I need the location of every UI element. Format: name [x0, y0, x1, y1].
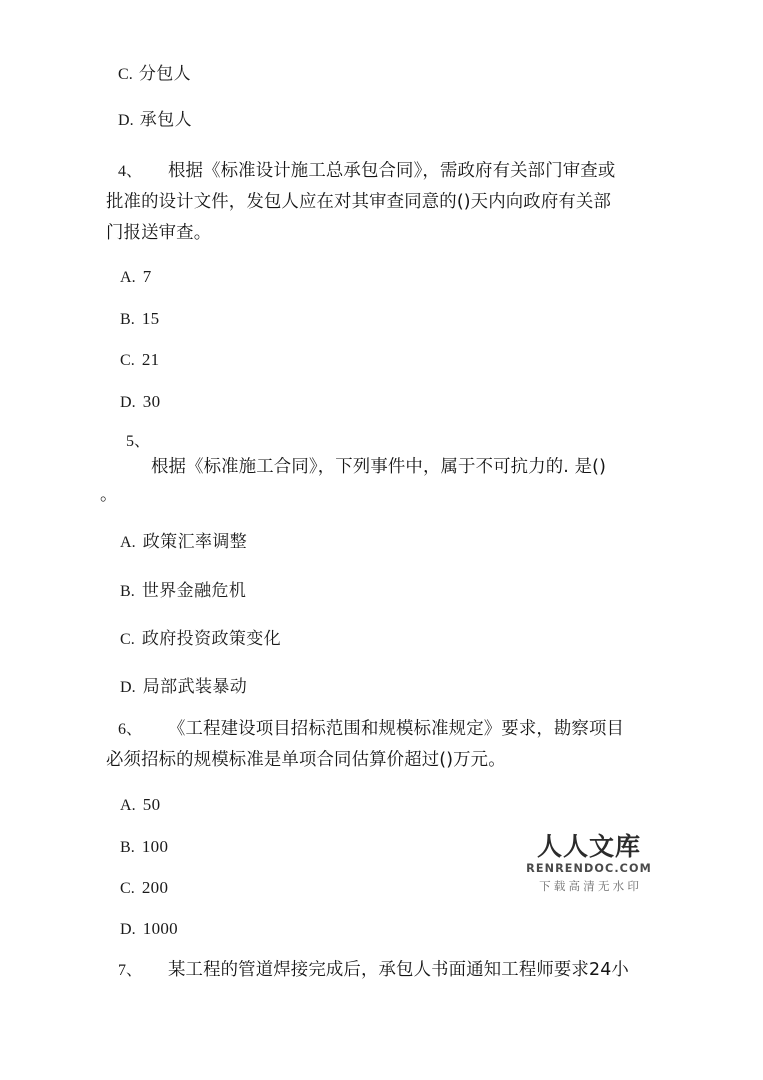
option-marker: D.	[118, 112, 134, 129]
option-marker: C.	[120, 631, 135, 648]
option-marker: A.	[120, 797, 136, 814]
option-marker: D.	[120, 921, 136, 938]
option-row	[120, 310, 159, 328]
option-row	[120, 268, 152, 286]
question-text-line: 批准的设计文件，发包人应在对其审查同意的()天内向政府有关部	[106, 192, 612, 212]
watermark-brand: 人人文库	[536, 832, 641, 861]
question-number: 6、	[118, 721, 143, 738]
option-row	[120, 393, 160, 411]
option-text: 200	[141, 878, 169, 897]
option-text: 承包人	[139, 110, 192, 130]
watermark-domain: RENRENDOC.COM	[526, 862, 652, 876]
option-marker: A.	[120, 534, 136, 551]
question-number: 4、	[118, 163, 143, 180]
option-text: 100	[141, 837, 169, 856]
option-marker: A.	[120, 269, 136, 286]
option-text: 政策汇率调整	[142, 532, 248, 552]
option-text: 分包人	[138, 64, 192, 84]
option-row	[120, 920, 178, 938]
option-text: 15	[141, 309, 160, 328]
option-text: 50	[142, 795, 161, 814]
question-text-line: 根据《标准设计施工总承包合同》，需政府有关部门审查或	[168, 161, 616, 181]
question-text-line: 《工程建设项目招标范围和规模标准规定》要求，勘察项目	[168, 719, 625, 739]
option-marker: B.	[120, 583, 135, 600]
option-row	[118, 112, 192, 129]
option-marker: C.	[120, 880, 135, 897]
option-text: 1000	[142, 919, 178, 938]
question-text-line: 必须招标的规模标准是单项合同估算价超过()万元。	[106, 750, 506, 770]
option-text: 21	[141, 350, 160, 369]
option-marker: D.	[120, 394, 136, 411]
option-row	[120, 351, 159, 369]
option-marker: C.	[120, 352, 135, 369]
option-marker: C.	[118, 66, 133, 83]
option-marker: B.	[120, 839, 135, 856]
option-row	[120, 796, 160, 814]
option-marker: B.	[120, 311, 135, 328]
option-text: 7	[142, 267, 152, 286]
option-text: 政府投资政策变化	[141, 629, 282, 649]
option-row	[120, 838, 168, 856]
option-row	[118, 66, 191, 83]
option-row	[120, 534, 247, 551]
question-text-line: 门报送审查。	[106, 223, 212, 243]
question-number: 5、	[126, 433, 151, 450]
question-number: 7、	[118, 962, 143, 979]
option-row	[120, 631, 281, 648]
option-text: 局部武装暴动	[142, 677, 248, 697]
option-text: 30	[142, 392, 161, 411]
option-row	[120, 583, 246, 600]
question-text-line: 。	[100, 485, 118, 505]
watermark	[519, 834, 659, 894]
option-row	[120, 679, 247, 696]
question-text-line: 某工程的管道焊接完成后，承包人书面通知工程师要求24小	[168, 960, 629, 980]
option-text: 世界金融危机	[141, 581, 247, 601]
watermark-tagline: 下载高清无水印	[539, 879, 643, 894]
question-text-line: 根据《标准施工合同》，下列事件中，属于不可抗力的. 是()	[151, 457, 607, 477]
option-row	[120, 879, 168, 897]
option-marker: D.	[120, 679, 136, 696]
